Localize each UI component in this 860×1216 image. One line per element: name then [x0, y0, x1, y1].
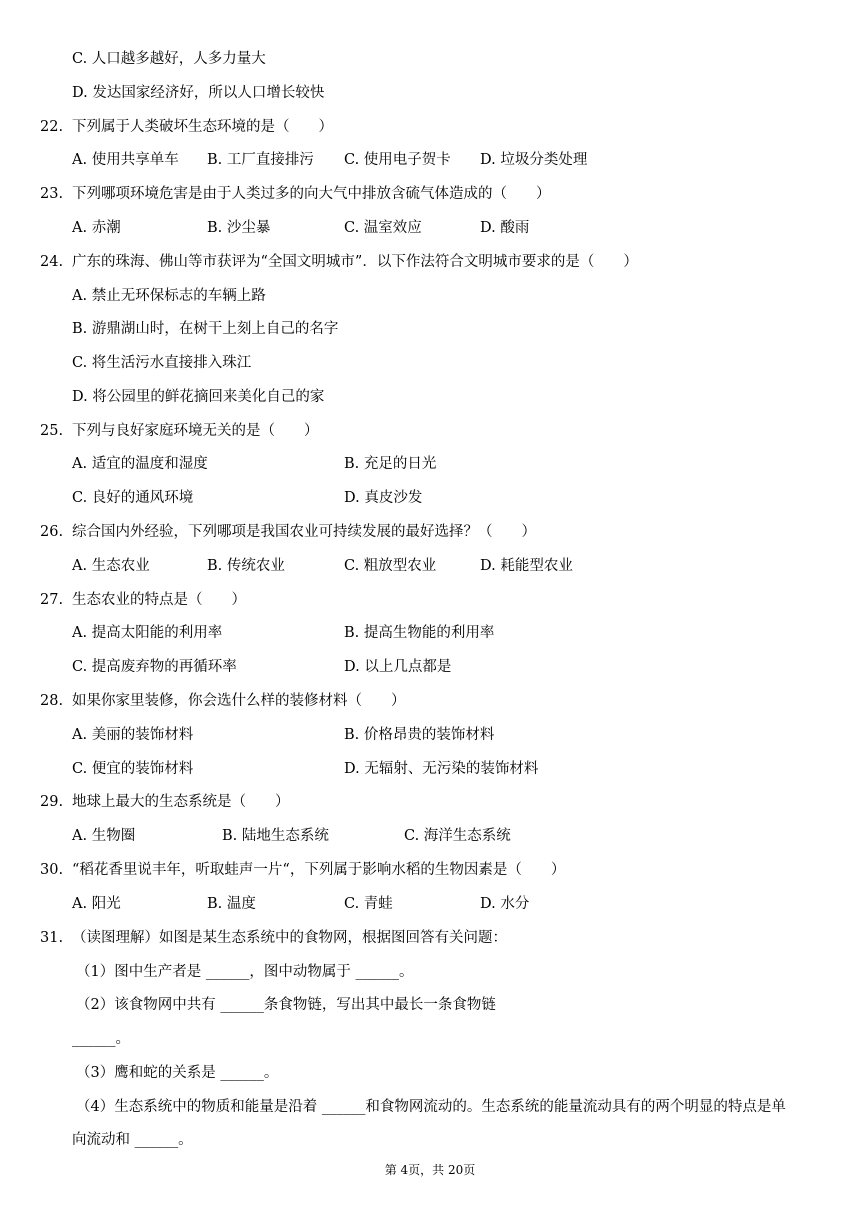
question-number: 26.: [40, 524, 64, 540]
option: C. 良好的通风环境: [72, 490, 194, 506]
option: B. 游鼎湖山时，在树干上刻上自己的名字: [72, 321, 339, 337]
question-text: 综合国内外经验，下列哪项是我国农业可持续发展的最好选择？（ ）: [72, 524, 536, 540]
option: B. 沙尘暴: [207, 220, 271, 236]
option-line: [0, 317, 860, 341]
option: D. 发达国家经济好，所以人口增长较快: [72, 85, 325, 101]
question-31: [0, 926, 860, 950]
sub-question: [0, 1095, 860, 1119]
sub-question-text: （1）图中生产者是 ______，图中动物属于 ______。: [76, 964, 414, 980]
option: C. 海洋生态系统: [404, 828, 511, 844]
sub-question-continuation: [0, 1027, 860, 1051]
option-line: [0, 216, 860, 240]
option: D. 真皮沙发: [344, 490, 423, 506]
option: D. 将公园里的鲜花摘回来美化自己的家: [72, 389, 325, 405]
option: A. 提高太阳能的利用率: [72, 625, 223, 641]
option: D. 酸雨: [480, 220, 530, 236]
option: C. 温室效应: [344, 220, 422, 236]
option: A. 使用共享单车: [72, 152, 179, 168]
option: C. 便宜的装饰材料: [72, 761, 194, 777]
option-line: [0, 351, 860, 375]
option-line: [0, 148, 860, 172]
option-line: [0, 824, 860, 848]
option-line: [0, 621, 860, 645]
question-number: 29.: [40, 794, 64, 810]
sub-question-text: （4）生态系统中的物质和能量是沿着 ______和食物网流动的。生态系统的能量流动具有的两个明显的特点是单: [76, 1099, 786, 1115]
option: A. 生态农业: [72, 558, 150, 574]
option: D. 无辐射、无污染的装饰材料: [344, 761, 539, 777]
question-text: 广东的珠海、佛山等市获评为“全国文明城市”．以下作法符合文明城市要求的是（ ）: [72, 254, 638, 270]
question-text: 下列与良好家庭环境无关的是（ ）: [72, 423, 319, 439]
option: B. 充足的日光: [344, 456, 437, 472]
question-text: 下列哪项环境危害是由于人类过多的向大气中排放含硫气体造成的（ ）: [72, 186, 551, 202]
question-number: 25.: [40, 423, 64, 439]
question-25: [0, 419, 860, 443]
question-23: [0, 182, 860, 206]
option: C. 粗放型农业: [344, 558, 437, 574]
question-number: 27.: [40, 592, 64, 608]
option: B. 价格昂贵的装饰材料: [344, 727, 495, 743]
option: B. 提高生物能的利用率: [344, 625, 495, 641]
option: C. 人口越多越好，人多力量大: [72, 51, 266, 67]
option: B. 温度: [207, 896, 256, 912]
sub-question-text: ______。: [72, 1031, 130, 1047]
question-number: 31.: [40, 930, 64, 946]
option: D. 垃圾分类处理: [480, 152, 588, 168]
question-24: [0, 250, 860, 274]
question-30: [0, 858, 860, 882]
option: A. 阳光: [72, 896, 121, 912]
option-line: [0, 554, 860, 578]
option-line: [0, 284, 860, 308]
question-28: [0, 689, 860, 713]
sub-question: [0, 1061, 860, 1085]
question-22: [0, 115, 860, 139]
option-line: [0, 892, 860, 916]
option: C. 青蛙: [344, 896, 393, 912]
option: A. 美丽的装饰材料: [72, 727, 194, 743]
question-text: 地球上最大的生态系统是（ ）: [72, 794, 290, 810]
sub-question-text: （2）该食物网中共有 ______条食物链，写出其中最长一条食物链: [76, 997, 496, 1013]
option: D. 水分: [480, 896, 530, 912]
sub-question: [0, 960, 860, 984]
question-text: 下列属于人类破坏生态环境的是（ ）: [72, 119, 333, 135]
option: B. 工厂直接排污: [207, 152, 314, 168]
option: B. 陆地生态系统: [222, 828, 329, 844]
option: C. 提高废弃物的再循环率: [72, 659, 237, 675]
option-line: [0, 385, 860, 409]
option-line: [0, 486, 860, 510]
option: C. 使用电子贺卡: [344, 152, 451, 168]
question-number: 30.: [40, 862, 64, 878]
question-text: 如果你家里装修，你会选什么样的装修材料（ ）: [72, 693, 406, 709]
option: C. 将生活污水直接排入珠江: [72, 355, 252, 371]
option: A. 适宜的温度和湿度: [72, 456, 208, 472]
option: B. 传统农业: [207, 558, 285, 574]
option-line: [0, 452, 860, 476]
question-text: （读图理解）如图是某生态系统中的食物网，根据图回答有关问题：: [72, 930, 507, 946]
option: A. 生物圈: [72, 828, 136, 844]
sub-question-text: （3）鹰和蛇的关系是 ______。: [76, 1065, 279, 1081]
option-line: [0, 655, 860, 679]
question-number: 24.: [40, 254, 64, 270]
option-line: [0, 81, 860, 105]
question-text: “稻花香里说丰年，听取蛙声一片“，下列属于影响水稻的生物因素是（ ）: [72, 862, 566, 878]
option-line: [0, 723, 860, 747]
option: A. 赤潮: [72, 220, 121, 236]
question-26: [0, 520, 860, 544]
question-number: 28.: [40, 693, 64, 709]
option-line: [0, 757, 860, 781]
option: D. 耗能型农业: [480, 558, 573, 574]
sub-question-text: 向流动和 ______。: [72, 1132, 193, 1148]
page-footer: 第 4页，共 20页: [384, 1163, 476, 1177]
question-27: [0, 588, 860, 612]
sub-question-continuation: [0, 1128, 860, 1152]
question-29: [0, 790, 860, 814]
option-line: [0, 47, 860, 71]
question-text: 生态农业的特点是（ ）: [72, 592, 246, 608]
option: D. 以上几点都是: [344, 659, 452, 675]
sub-question: [0, 993, 860, 1017]
option: A. 禁止无环保标志的车辆上路: [72, 288, 266, 304]
question-number: 22.: [40, 119, 64, 135]
question-number: 23.: [40, 186, 64, 202]
